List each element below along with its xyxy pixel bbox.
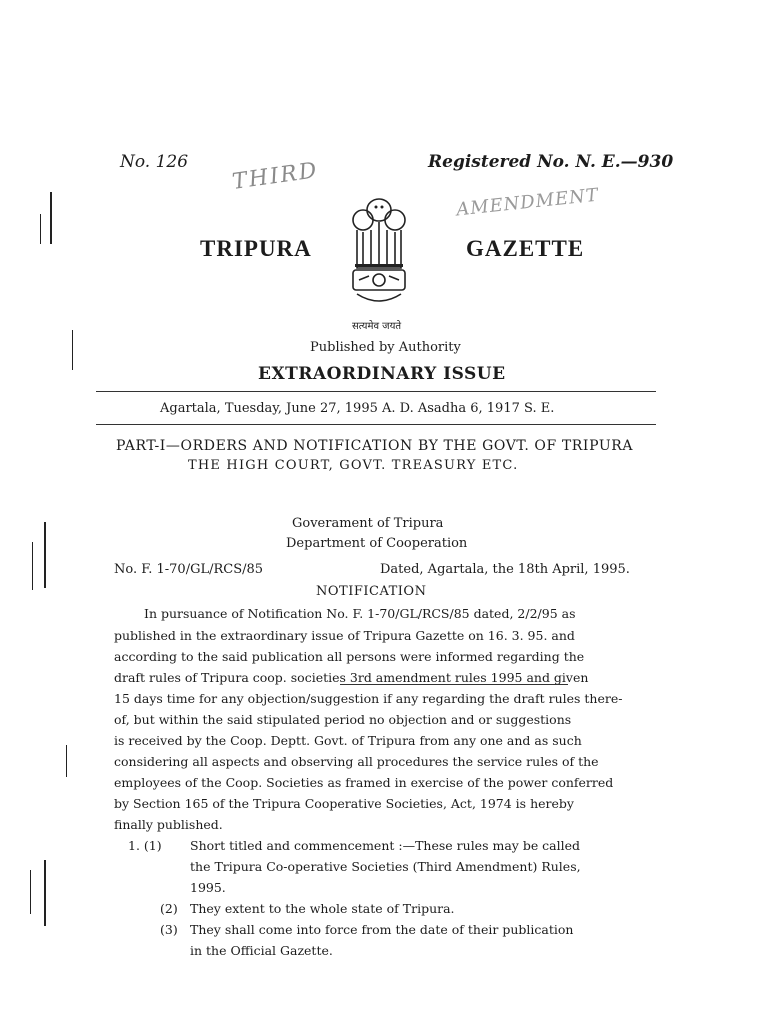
rule-line: They extent to the whole state of Tripura. <box>190 901 455 916</box>
handwritten-stamp-right: AMENDMENT <box>455 184 600 221</box>
issue-type: EXTRAORDINARY ISSUE <box>258 364 506 384</box>
rule-line: Short titled and commencement :—These rules may be called <box>190 838 581 853</box>
paragraph-line: draft rules of Tripura coop. societies 3rd amendment rules 1995 and given <box>114 670 589 685</box>
paragraph-line: is received by the Coop. Deptt. Govt. of Tripura from any one and as such <box>114 733 582 748</box>
paragraph-line: considering all aspects and observing all procedures the service rules of the <box>114 754 599 769</box>
margin-mark <box>44 522 46 588</box>
issue-number: No. 126 <box>120 152 189 172</box>
rule-line: the Tripura Co-operative Societies (Third Amendment) Rules, <box>190 859 581 874</box>
margin-mark <box>50 192 52 244</box>
paragraph-line: employees of the Coop. Societies as framed in exercise of the power conferred <box>114 775 614 790</box>
paragraph-line: In pursuance of Notification No. F. 1-70/GL/RCS/85 dated, 2/2/95 as <box>144 606 576 621</box>
government-name: Goverament of Tripura <box>292 516 444 531</box>
notification-date: Dated, Agartala, the 18th April, 1995. <box>380 562 630 577</box>
emblem-motto: सत्यमेव जयते <box>352 321 402 332</box>
registered-number: Registered No. N. E.—930 <box>428 152 674 172</box>
file-number: No. F. 1-70/GL/RCS/85 <box>114 562 264 577</box>
rule-number: 1. (1) <box>128 838 162 853</box>
margin-mark <box>66 745 67 777</box>
underline-mark <box>340 684 568 685</box>
part-heading-line2: THE HIGH COURT, GOVT. TREASURY ETC. <box>188 458 519 473</box>
margin-mark <box>30 870 31 914</box>
masthead-tripura: TRIPURA <box>200 236 312 261</box>
rule-number: (2) <box>160 901 178 916</box>
margin-mark <box>44 860 46 926</box>
rule-line: They shall come into force from the date of their publication <box>190 922 574 937</box>
margin-mark <box>40 214 41 244</box>
paragraph-line: 15 days time for any objection/suggestion if any regarding the draft rules there- <box>114 691 623 706</box>
rule-line: 1995. <box>190 880 226 895</box>
paragraph-line: according to the said publication all persons were informed regarding the <box>114 649 585 664</box>
paragraph-line: published in the extraordinary issue of Tripura Gazette on 16. 3. 95. and <box>114 628 575 643</box>
paragraph-line: of, but within the said stipulated period no objection and or suggestions <box>114 712 572 727</box>
dateline: Agartala, Tuesday, June 27, 1995 A. D. Asadha 6, 1917 S. E. <box>160 401 555 416</box>
margin-mark <box>72 330 73 370</box>
margin-mark <box>32 542 33 590</box>
top-rule <box>96 391 656 392</box>
department-name: Department of Cooperation <box>286 536 468 551</box>
paragraph-line: by Section 165 of the Tripura Cooperative Societies, Act, 1974 is hereby <box>114 796 574 811</box>
rule-number: (3) <box>160 922 178 937</box>
handwritten-stamp-left: THIRD <box>230 158 321 195</box>
published-by: Published by Authority <box>310 340 461 355</box>
paragraph-line: finally published. <box>114 817 223 832</box>
notification-heading: NOTIFICATION <box>316 584 427 599</box>
state-emblem-icon <box>343 190 415 318</box>
masthead-gazette: GAZETTE <box>466 236 585 261</box>
rule-line: in the Official Gazette. <box>190 943 333 958</box>
part-heading-line1: PART-I—ORDERS AND NOTIFICATION BY THE GOVT. OF TRIPURA <box>116 438 634 454</box>
bottom-rule <box>96 424 656 425</box>
